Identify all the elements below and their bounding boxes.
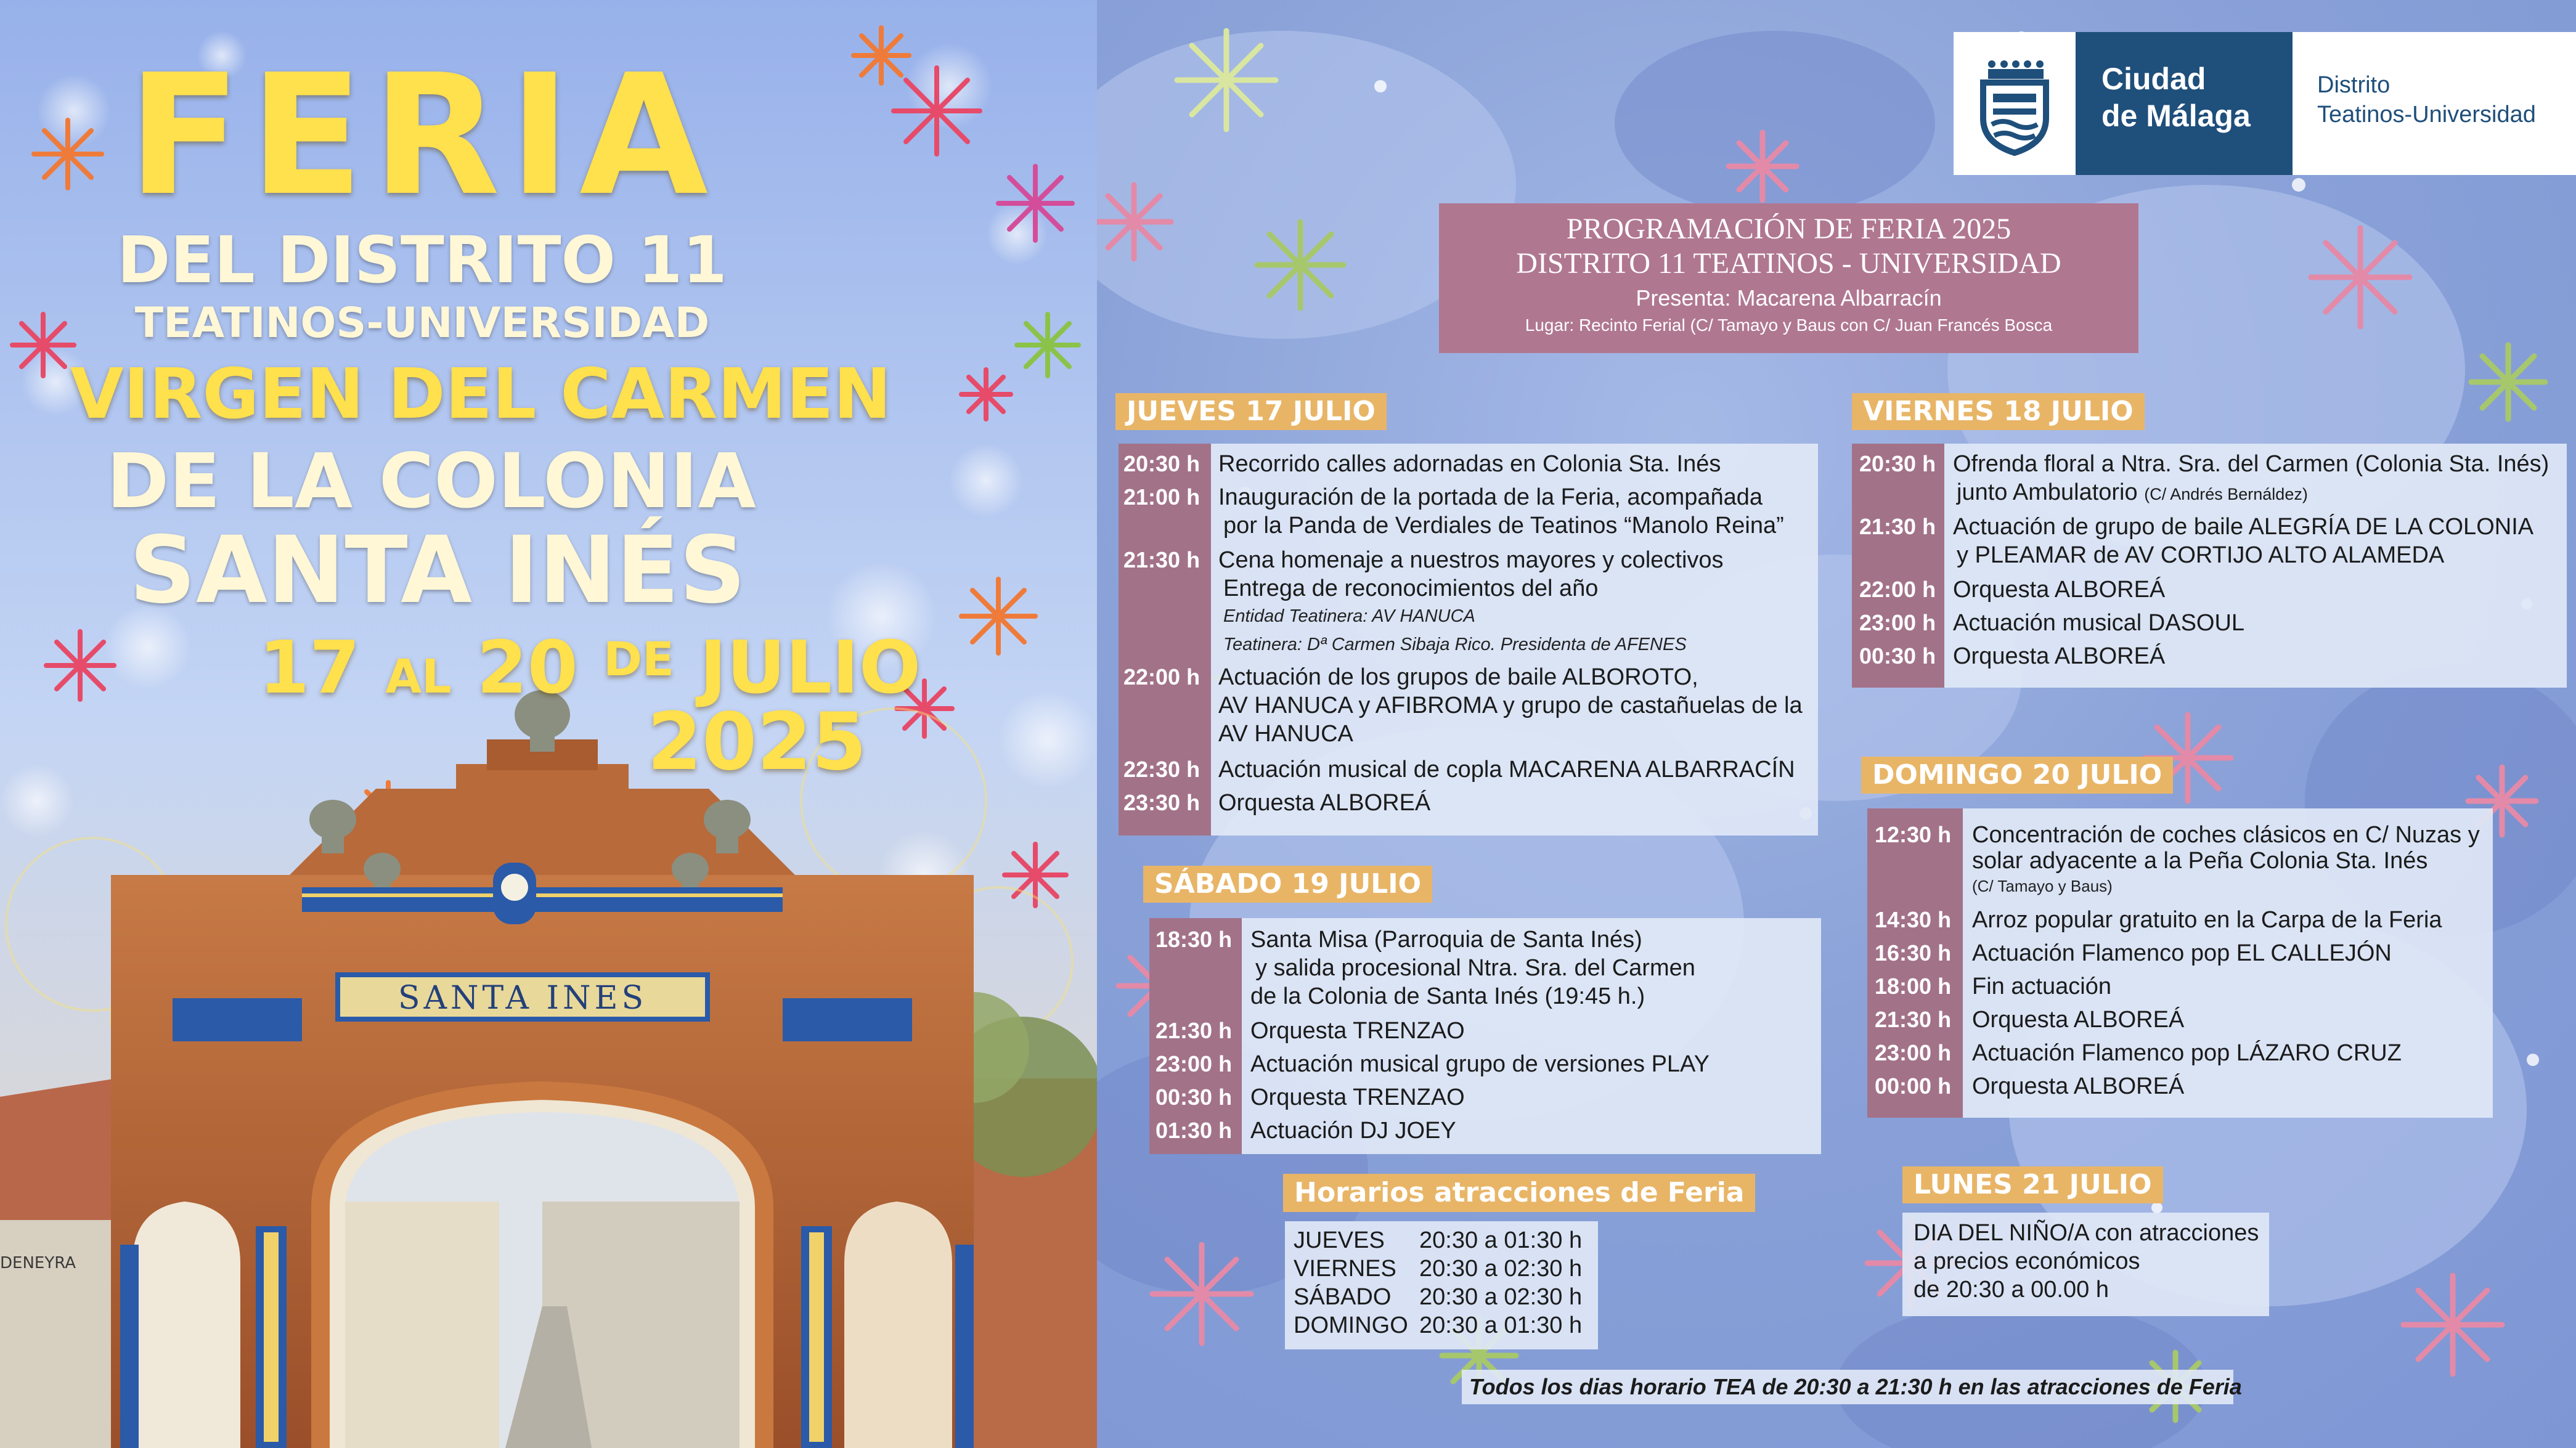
schedule-event: solar adyacente a la Peña Colonia Sta. Inés <box>1972 848 2428 874</box>
program-header-box <box>1439 203 2138 353</box>
schedule-event: Actuación Flamenco pop LÁZARO CRUZ <box>1972 1040 2402 1066</box>
viernes-schedule <box>1852 444 2567 688</box>
atracciones-day: JUEVES <box>1294 1227 1385 1253</box>
schedule-event: Orquesta ALBOREÁ <box>1953 577 2166 603</box>
footer-note-box <box>1462 1370 2242 1404</box>
lunes-line: DIA DEL NIÑO/A con atracciones <box>1914 1220 2259 1246</box>
schedule-time: 20:30 h <box>1859 451 1936 476</box>
program-header-title: PROGRAMACIÓN DE FERIA 2025 <box>1566 213 2011 245</box>
schedule-time: 23:00 h <box>1859 610 1936 635</box>
sabado-schedule <box>1149 918 1821 1154</box>
schedule-time: 22:00 h <box>1859 577 1936 602</box>
poster-year: 2025 <box>647 696 867 788</box>
schedule-event: AV HANUCA y AFIBROMA y grupo de castañuelas de la <box>1218 693 1803 718</box>
lunes-line: de 20:30 a 00.00 h <box>1914 1277 2109 1303</box>
schedule-time: 21:30 h <box>1156 1018 1233 1043</box>
schedule-time: 12:30 h <box>1875 822 1952 847</box>
logo-district-box <box>2293 32 2576 175</box>
schedule-event: Actuación Flamenco pop EL CALLEJÓN <box>1972 940 2392 966</box>
poster-date-start: 17 <box>259 625 361 710</box>
logo-city-line1: Ciudad <box>2101 62 2206 96</box>
schedule-time: 22:30 h <box>1123 757 1200 782</box>
atracciones-hours-value: 20:30 a 01:30 h <box>1419 1312 1583 1338</box>
schedule-time: 21:30 h <box>1123 547 1200 572</box>
schedule-time: 00:30 h <box>1156 1084 1233 1110</box>
schedule-time: 01:30 h <box>1156 1118 1233 1143</box>
schedule-event: Ofrenda floral a Ntra. Sra. del Carmen (Colonia Sta. Inés) <box>1953 451 2550 477</box>
poster-title-santa-ines: SANTA INÉS <box>129 517 746 624</box>
atracciones-hours-value: 20:30 a 02:30 h <box>1419 1284 1583 1310</box>
left-poster <box>0 0 1097 1448</box>
schedule-note: (C/ Tamayo y Baus) <box>1972 877 2113 895</box>
schedule-event: Fin actuación <box>1972 974 2112 999</box>
schedule-time: 18:00 h <box>1875 974 1952 999</box>
arch-sign: SANTA INES <box>397 980 648 1017</box>
schedule-event: Actuación musical DASOUL <box>1953 610 2245 636</box>
schedule-event: Orquesta ALBOREÁ <box>1972 1073 2185 1099</box>
schedule-event: y PLEAMAR de AV CORTIJO ALTO ALAMEDA <box>1957 542 2445 568</box>
schedule-time: 00:30 h <box>1859 643 1936 669</box>
atracciones-hours <box>1285 1221 1598 1349</box>
city-shield-icon <box>1954 32 2076 175</box>
poster-date-end: 20 <box>476 625 578 710</box>
schedule-event: Orquesta ALBOREÁ <box>1972 1007 2185 1033</box>
domingo-title: DOMINGO 20 JULIO <box>1861 757 2173 794</box>
schedule-time: 21:30 h <box>1875 1007 1952 1032</box>
street-sign: DENEYRA <box>0 1254 76 1272</box>
schedule-time: 23:30 h <box>1123 790 1200 815</box>
schedule-event: Actuación de los grupos de baile ALBOROTO, <box>1218 664 1698 690</box>
domingo-schedule <box>1867 808 2493 1118</box>
schedule-time: 18:30 h <box>1156 927 1233 952</box>
poster-date-al: AL <box>385 649 452 704</box>
program-header-location: Lugar: Recinto Ferial (C/ Tamayo y Baus con C/ Juan Francés Bosca <box>1525 315 2053 335</box>
schedule-event: Entrega de reconocimientos del año <box>1223 576 1599 601</box>
logo-city-box <box>2076 32 2293 175</box>
poster-title-colonia: DE LA COLONIA <box>107 437 756 525</box>
schedule-event: Actuación DJ JOEY <box>1250 1118 1456 1144</box>
schedule-event: de la Colonia de Santa Inés (19:45 h.) <box>1250 983 1645 1009</box>
poster-title-feria: FERIA <box>127 38 717 232</box>
schedule-time: 22:00 h <box>1123 664 1200 689</box>
schedule-event: Concentración de coches clásicos en C/ Nuzas y <box>1972 822 2480 848</box>
atracciones-hours-value: 20:30 a 02:30 h <box>1419 1256 1583 1282</box>
jueves-title: JUEVES 17 JULIO <box>1115 393 1387 430</box>
schedule-event: por la Panda de Verdiales de Teatinos “Manolo Reina” <box>1223 513 1784 539</box>
schedule-event: Orquesta ALBOREÁ <box>1953 643 2166 669</box>
schedule-event <box>1957 478 2308 508</box>
schedule-note: Teatinera: Dª Carmen Sibaja Rico. Presidenta de AFENES <box>1223 635 1687 654</box>
poster-title-virgen: VIRGEN DEL CARMEN <box>70 354 892 434</box>
schedule-event: Recorrido calles adornadas en Colonia Sta. Inés <box>1218 451 1721 477</box>
schedule-time: 00:00 h <box>1875 1073 1952 1099</box>
schedule-event: Orquesta TRENZAO <box>1250 1018 1465 1044</box>
atracciones-day: VIERNES <box>1294 1256 1396 1282</box>
poster-date-de: DE <box>603 632 674 686</box>
logo-city-line2: de Málaga <box>2101 99 2251 133</box>
schedule-event: Santa Misa (Parroquia de Santa Inés) <box>1250 927 1642 953</box>
schedule-note: (C/ Andrés Bernáldez) <box>2144 485 2308 503</box>
program-header-presenter: Presenta: Macarena Albarracín <box>1636 285 1942 311</box>
poster-title-distrito: DEL DISTRITO 11 <box>117 222 727 298</box>
schedule-note: Entidad Teatinera: AV HANUCA <box>1223 606 1475 626</box>
lunes-info <box>1902 1213 2269 1316</box>
schedule-time: 21:30 h <box>1859 514 1936 539</box>
schedule-time: 21:00 h <box>1123 484 1200 510</box>
atracciones-title: Horarios atracciones de Feria <box>1283 1174 1755 1212</box>
atracciones-hours-value: 20:30 a 01:30 h <box>1419 1227 1583 1253</box>
poster-title-teatinos: TEATINOS-UNIVERSIDAD <box>134 299 710 348</box>
schedule-time: 23:00 h <box>1875 1040 1952 1065</box>
footer-note: Todos los dias horario TEA de 20:30 a 21:30 h en las atracciones de Feria <box>1469 1374 2242 1399</box>
lunes-line: a precios económicos <box>1914 1248 2140 1274</box>
schedule-event: AV HANUCA <box>1218 721 1353 747</box>
viernes-title: VIERNES 18 JULIO <box>1852 393 2145 430</box>
jueves-schedule <box>1119 444 1818 836</box>
schedule-event: Cena homenaje a nuestros mayores y colectivos <box>1218 547 1724 573</box>
schedule-time: 14:30 h <box>1875 907 1952 932</box>
schedule-event: Orquesta ALBOREÁ <box>1218 790 1431 816</box>
sabado-title: SÁBADO 19 JULIO <box>1143 866 1432 903</box>
schedule-time: 16:30 h <box>1875 940 1952 966</box>
schedule-time: 23:00 h <box>1156 1051 1233 1076</box>
logo-emblem-box <box>1954 32 2076 175</box>
schedule-time: 20:30 h <box>1123 451 1200 476</box>
schedule-event: Actuación de grupo de baile ALEGRÍA DE LA COLONIA <box>1953 514 2534 540</box>
schedule-event: Actuación musical de copla MACARENA ALBARRACÍN <box>1218 757 1795 783</box>
logo-district-line2: Teatinos-Universidad <box>2317 102 2536 128</box>
atracciones-day: DOMINGO <box>1294 1312 1408 1338</box>
schedule-event-text: junto Ambulatorio <box>1957 479 2138 505</box>
atracciones-day: SÁBADO <box>1294 1284 1392 1310</box>
poster-date-month: JULIO <box>699 625 921 710</box>
lunes-title: LUNES 21 JULIO <box>1902 1166 2163 1203</box>
schedule-event: Inauguración de la portada de la Feria, acompañada <box>1218 484 1763 510</box>
schedule-event: y salida procesional Ntra. Sra. del Carmen <box>1255 955 1695 981</box>
schedule-event: Actuación musical grupo de versiones PLAY <box>1250 1051 1710 1077</box>
program-header-subtitle: DISTRITO 11 TEATINOS - UNIVERSIDAD <box>1516 247 2061 280</box>
schedule-event: Arroz popular gratuito en la Carpa de la Feria <box>1972 907 2442 933</box>
schedule-event: Orquesta TRENZAO <box>1250 1084 1465 1110</box>
logo-district-line1: Distrito <box>2317 72 2391 98</box>
